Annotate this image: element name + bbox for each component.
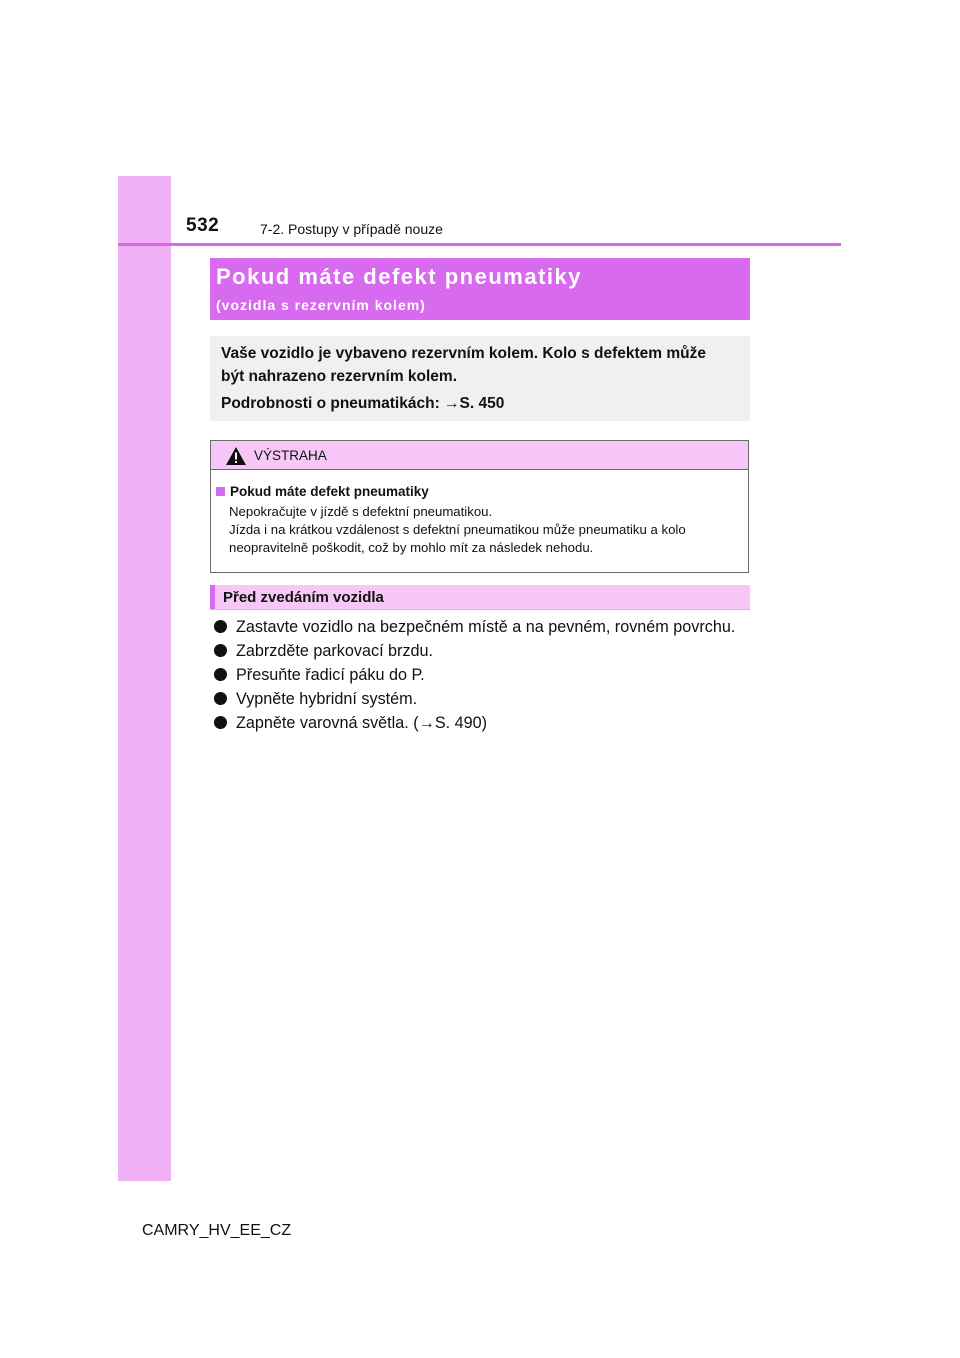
step-item <box>214 666 425 685</box>
page-title: Pokud máte defekt pneumatiky <box>216 264 582 289</box>
step-text: Zapněte varovná světla. (→S. 490) <box>236 714 488 732</box>
step-item <box>214 690 417 709</box>
warning-label: VÝSTRAHA <box>254 448 327 463</box>
title-box <box>210 258 750 320</box>
bullet-dot-icon <box>214 692 227 705</box>
warning-header <box>211 441 748 470</box>
step-text: Zabrzděte parkovací brzdu. <box>236 642 434 660</box>
warning-subhead <box>216 484 429 499</box>
page-subtitle: (vozidla s rezervním kolem) <box>216 297 426 313</box>
footer-code: CAMRY_HV_EE_CZ <box>142 1222 292 1239</box>
subsection-header <box>210 585 750 610</box>
section-title: 7-2. Postupy v případě nouze <box>260 221 443 237</box>
bullet-dot-icon <box>214 620 227 633</box>
subsection-accent <box>210 585 215 609</box>
bullet-dot-icon <box>214 668 227 681</box>
step-text: Přesuňte řadicí páku do P. <box>236 666 425 684</box>
step-text: Vypněte hybridní systém. <box>236 690 418 708</box>
intro-line: Podrobnosti o pneumatikách: →S. 450 <box>221 395 505 412</box>
warning-text-line: Jízda i na krátkou vzdálenost s defektní pneumatikou může pneumatiku a kolo <box>229 522 686 537</box>
step-item <box>214 642 433 661</box>
intro-line: být nahrazeno rezervním kolem. <box>221 368 458 385</box>
header-rule <box>118 243 841 246</box>
bullet-dot-icon <box>214 644 227 657</box>
warning-subhead-text: Pokud máte defekt pneumatiky <box>230 484 429 499</box>
step-item <box>214 714 487 733</box>
step-item <box>214 618 735 637</box>
page-number: 532 <box>186 215 220 236</box>
side-tab-bar <box>118 176 171 1181</box>
warning-box <box>210 440 749 573</box>
warning-triangle-icon <box>225 446 247 466</box>
step-text: Zastavte vozidlo na bezpečném místě a na pevném, rovném povrchu. <box>236 618 736 636</box>
subsection-title: Před zvedáním vozidla <box>223 589 384 606</box>
intro-line: Vaše vozidlo je vybaveno rezervním kolem. Kolo s defektem může <box>221 345 706 362</box>
warning-text-line: neopravitelně poškodit, což by mohlo mít za následek nehodu. <box>229 540 594 555</box>
warning-text-line: Nepokračujte v jízdě s defektní pneumatikou. <box>229 504 493 519</box>
intro-box <box>210 336 750 421</box>
bullet-dot-icon <box>214 716 227 729</box>
square-bullet-icon <box>216 487 225 496</box>
